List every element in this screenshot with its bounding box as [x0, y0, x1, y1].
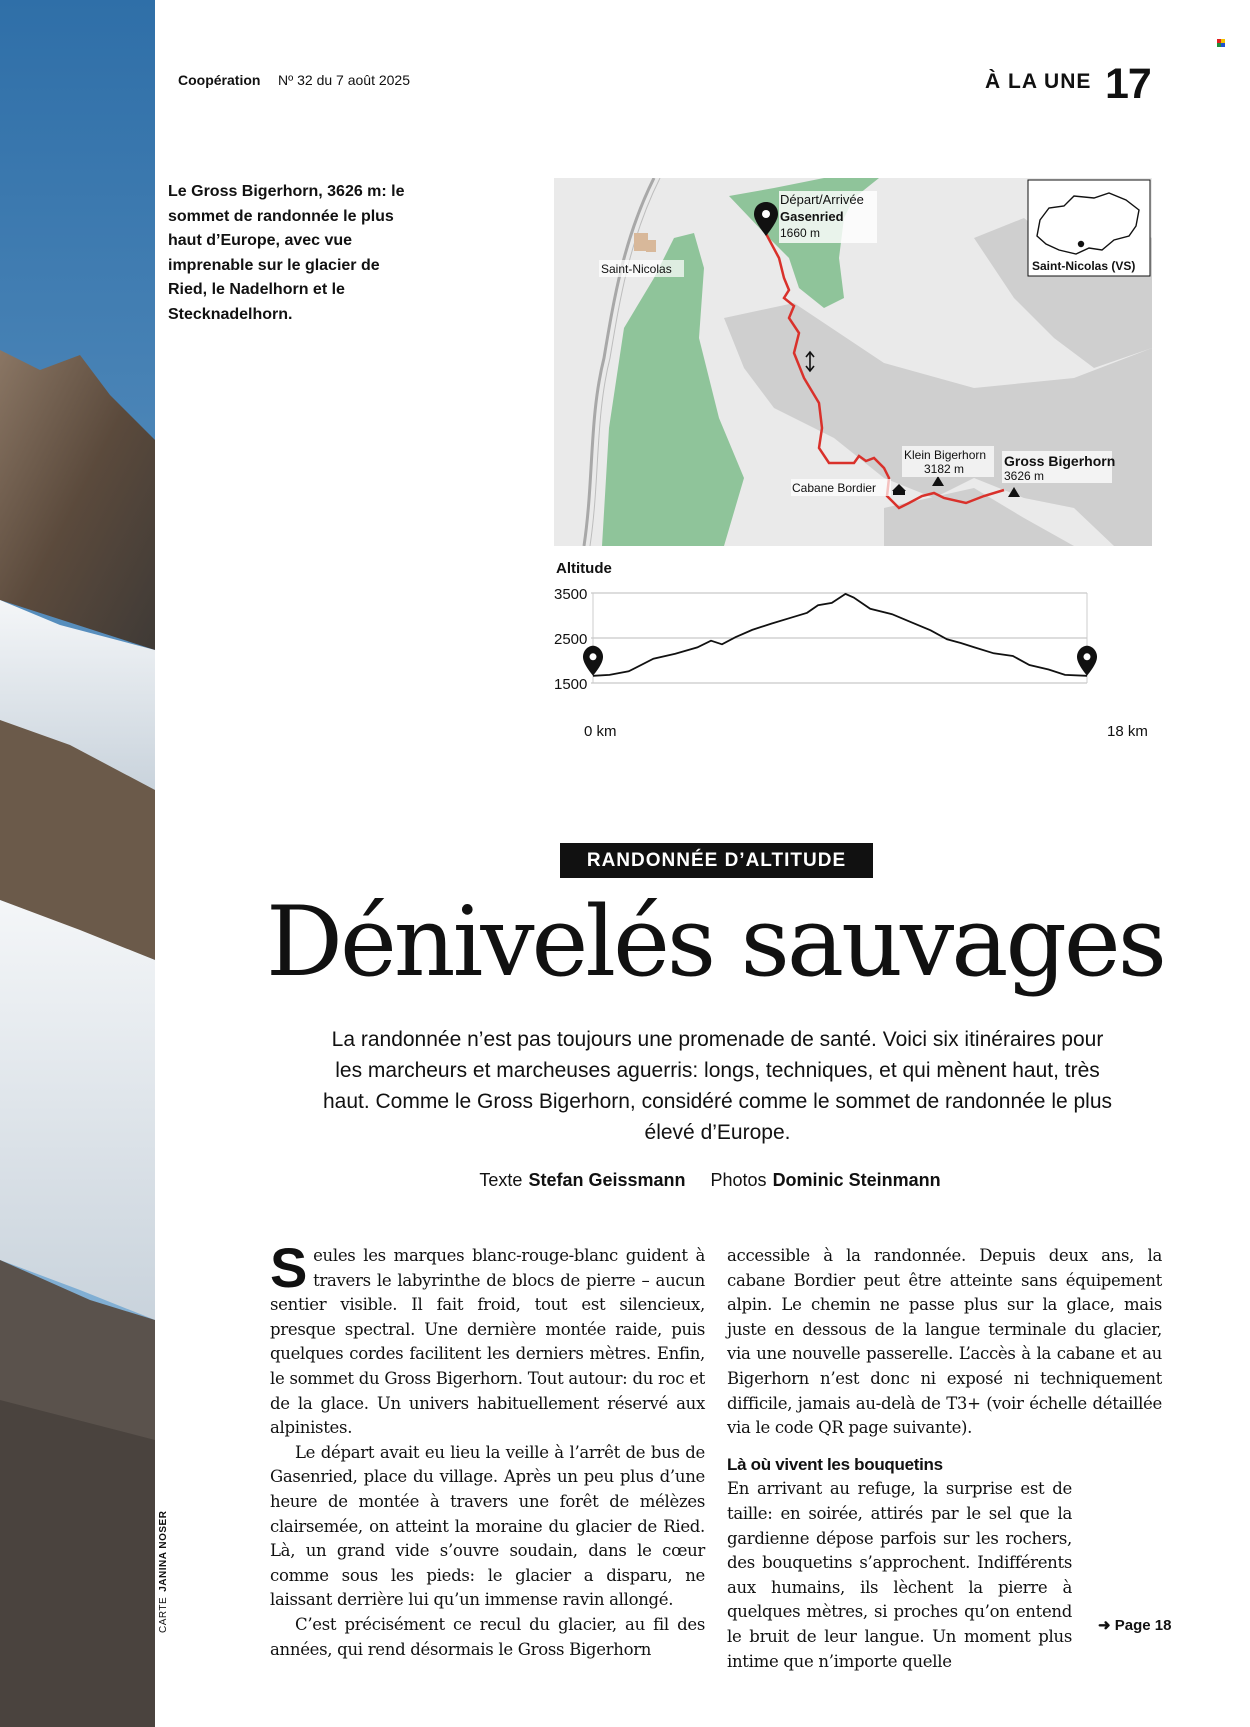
chart-title: Altitude [556, 560, 612, 577]
page-number: 17 [1105, 60, 1151, 108]
color-mark-icon [1217, 34, 1225, 52]
peak2-altitude: 3626 m [1004, 469, 1045, 483]
switzerland-inset [1028, 180, 1150, 276]
map-credit [158, 1511, 169, 1633]
route-map [554, 178, 1152, 551]
hut-label: Cabane Bordier [792, 481, 877, 495]
paragraph: Seules les marques blanc-rouge-blanc guident à travers le labyrinthe de blocs de pierre – aucun sentier visible. Il fait froid, tout est silencieux, presque spectral. Une dernière montée raide, puis quelques cordes facilitent les derniers mètres. Enfin, le sommet du Gross Bigerhorn. Tout autour: du roc et de la glace. Un univers habituellement réservé aux alpinistes. [270, 1236, 705, 1438]
paragraph: accessible à la randonnée. Depuis deux ans, la cabane Bordier peut être atteinte sans équipement alpin. Le chemin ne passe plus sur la glace, mais juste en dessous de la langue terminale du glacier, via une nouvelle passerelle. L’accès à la cabane et au Bigerhorn n’est donc ni exposé ni techniquement difficile, jamais au-delà de T3+ (voir échelle détaillée via le code QR page suivante). [727, 1246, 1162, 1438]
section-label: À LA UNE [985, 70, 1092, 93]
body-column-1 [270, 1236, 705, 1662]
peak1-name: Klein Bigerhorn [904, 448, 987, 462]
continued-link[interactable]: ➜ Page 18 [1098, 1617, 1172, 1634]
inset-label: Saint-Nicolas (VS) [1032, 259, 1136, 273]
photo-author: Dominic Steinmann [772, 1170, 941, 1190]
y-tick-label: 3500 [554, 586, 588, 603]
photo-credit-label: Photos [710, 1170, 767, 1190]
subheading: Là où vivent les bouquetins [727, 1454, 943, 1474]
elevation-profile [550, 553, 1150, 748]
start-pin-icon [583, 646, 603, 676]
map-credit-label: CARTE [158, 1596, 169, 1633]
x-tick-end: 18 km [1107, 723, 1148, 740]
paragraph: En arrivant au refuge, la surprise est de taille: en soirée, attirés par le sel que la gardienne dépose parfois sur les rochers, des bouquetins s’approchent. Indifférents aux humains, ils lèchent la pierre à quelques mètres, si proches qu’on entend le bruit de leur langue. Un moment plus intime que n’importe quelle [727, 1479, 1072, 1671]
y-tick-label: 2500 [554, 631, 588, 648]
headline: Dénivelés sauvages [266, 886, 1164, 998]
x-tick-start: 0 km [584, 723, 617, 740]
start-altitude: 1660 m [780, 226, 821, 240]
end-pin-icon [1077, 646, 1097, 676]
text-author: Stefan Geissmann [528, 1170, 686, 1190]
peak1-altitude: 3182 m [924, 462, 965, 476]
map-credit-author: JANINA NOSER [158, 1510, 169, 1592]
peak2-name: Gross Bigerhorn [1004, 453, 1116, 469]
publication-name: Coopération [178, 72, 261, 88]
photo-caption: Le Gross Bigerhorn, 3626 m: le sommet de randonnée le plus haut d’Europe, avec vue imprenable sur le glacier de Ried, le Nadelhorn et le Stecknadelhorn. [168, 183, 405, 323]
paragraph: Le départ avait eu lieu la veille à l’arrêt de bus de Gasenried, place du village. Après un peu plus d’une heure de montée à travers une forêt de mélèzes clairsemée, on atteint la moraine du glacier de Ried. Là, un grand vide s’ouvre soudain, dans le cœur comme sous les pieds: le glacier a disparu, ne laissant derrière lui qu’un immense ravin allongé. [270, 1442, 705, 1610]
byline [340, 1170, 1100, 1191]
body-column-2 [727, 1244, 1162, 1674]
start-label: Départ/Arrivée [780, 192, 864, 207]
drop-cap: S [270, 1236, 308, 1299]
mountain-photo [0, 0, 155, 1727]
paragraph: C’est précisément ce recul du glacier, au fil des années, qui rend désormais le Gross Bigerhorn [270, 1614, 705, 1659]
start-name: Gasenried [780, 209, 844, 224]
lead-paragraph: La randonnée n’est pas toujours une promenade de santé. Voici six itinéraires pour les marcheurs et marcheuses aguerris: longs, techniques, et qui mènent haut, très haut. Comme le Gross Bigerhorn, considéré comme le sommet de randonnée le plus élevé d’Europe. [322, 1028, 1113, 1144]
y-tick-label: 1500 [554, 676, 588, 693]
profile-line [593, 594, 1087, 676]
text-credit-label: Texte [479, 1170, 523, 1190]
section-kicker: RANDONNÉE D’ALTITUDE [560, 843, 873, 878]
village-label: Saint-Nicolas [601, 262, 672, 276]
issue-date: Nº 32 du 7 août 2025 [278, 72, 410, 88]
